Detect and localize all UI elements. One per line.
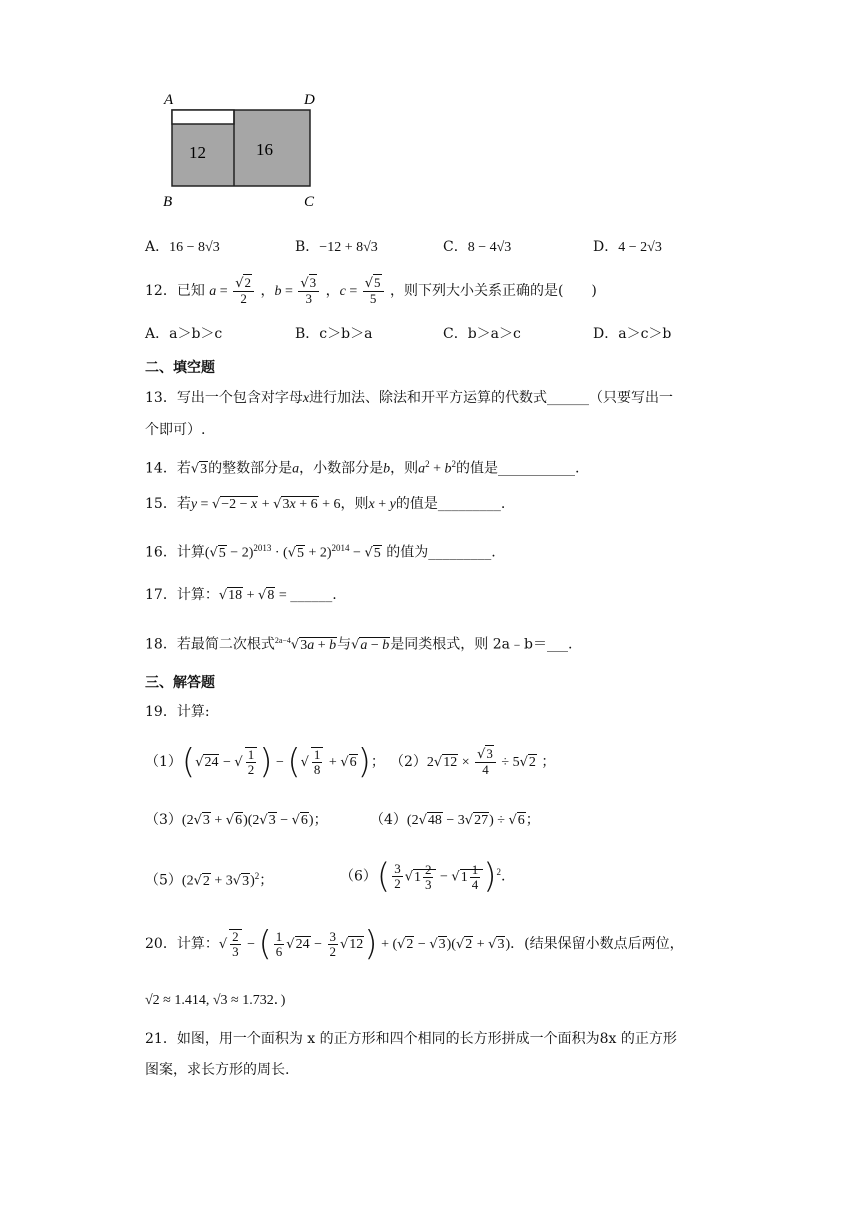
question-20-line2: √2 ≈ 1.414, √3 ≈ 1.732．) [145,993,286,1008]
rectangle-figure [160,88,330,213]
q12-option-b: B．c＞b＞a [295,326,373,342]
label-c: C [304,194,315,210]
question-13-line1: 13．写出一个包含对字母x进行加法、除法和开平方运算的代数式______（只要写出一 [145,390,674,406]
question-15: 15．若y = √−2 − x + √3x + 6 + 6，则x + y的值是_________. [145,496,506,512]
q11-option-c: C．8 − 4√3 [443,239,512,255]
q11-option-d: D．4 − 2√3 [593,239,662,255]
question-20-line1: 20．计算：√ $\frac{2}{3}$ − ( $\frac{1}{6}$ √24 − $\frac{3}{2}$ √12) + (√2 − √3)(√2 + √3)．(结果保留小数点后两位， [145,924,684,964]
question-13-line2: 个即可）. [145,422,206,438]
q19-part-1: （1）(√24 − √ $\frac{1}{2}$ ) − (√ $\frac{1}{8}$ + √6)； [145,742,385,782]
q12-option-d: D．a＞c＞b [593,326,672,342]
q19-part-3: （3）(2√3 + √6)(2√3 − √6)； [145,812,328,828]
question-12: 12．已知 a = $\frac{√2}{2}$ ，b = $\frac{√3}{3}$ ，c = $\frac{√5}{5}$ ，则下列大小关系正确的是( ) [145,275,597,306]
question-19-title: 19．计算: [145,704,210,720]
section-fill-in: 二、填空题 [145,360,215,376]
q11-option-b: B．−12 + 8√3 [295,239,378,255]
question-21-line1: 21．如图，用一个面积为 x 的正方形和四个相同的长方形拼成一个面积为8x 的正方形 [145,1031,677,1047]
q12-option-a: A．a＞b＞c [145,326,223,342]
question-21-line2: 图案，求长方形的周长. [145,1062,290,1078]
q11-option-a: A．16 − 8√3 [145,239,220,255]
figure-svg [160,88,330,213]
small-area: 12 [189,143,206,162]
q12-option-c: C．b＞a＞c [443,326,521,342]
question-16: 16．计算$(√5 - 2)^{2013} \cdot (√5 + 2)^{2014} - √5$ 的值为_________. [145,543,496,561]
question-14: 14．若√3的整数部分是a，小数部分是b，则$a^2 + b^2$的值是___________. [145,459,580,477]
question-18: 18．若最简二次根式$^{2a-4}$√3a + b与√a − b是同类根式，则 2a﹣b＝___. [145,636,573,653]
label-a: A [164,92,174,108]
q19-part-5: $(5)(2√2 + 3√3)^2$； [145,871,274,889]
label-d: D [304,92,315,108]
q19-part-2: （2）2√12 × $\frac{√3}{4}$ ÷ 5√2 ； [390,746,556,777]
label-b: B [163,194,173,210]
section-solutions: 三、解答题 [145,675,215,691]
question-17: 17．计算：√18 + √8 = ______. [145,587,337,603]
q19-part-4: （4）(2√48 − 3√27) ÷ √6； [370,812,540,828]
q19-part-6: （6）( $\frac{3}{2}$ √1 $\frac{2}{3}$ − √1 $\frac{1}{4}$ )$^2$. [340,856,506,897]
large-area: 16 [256,140,273,159]
